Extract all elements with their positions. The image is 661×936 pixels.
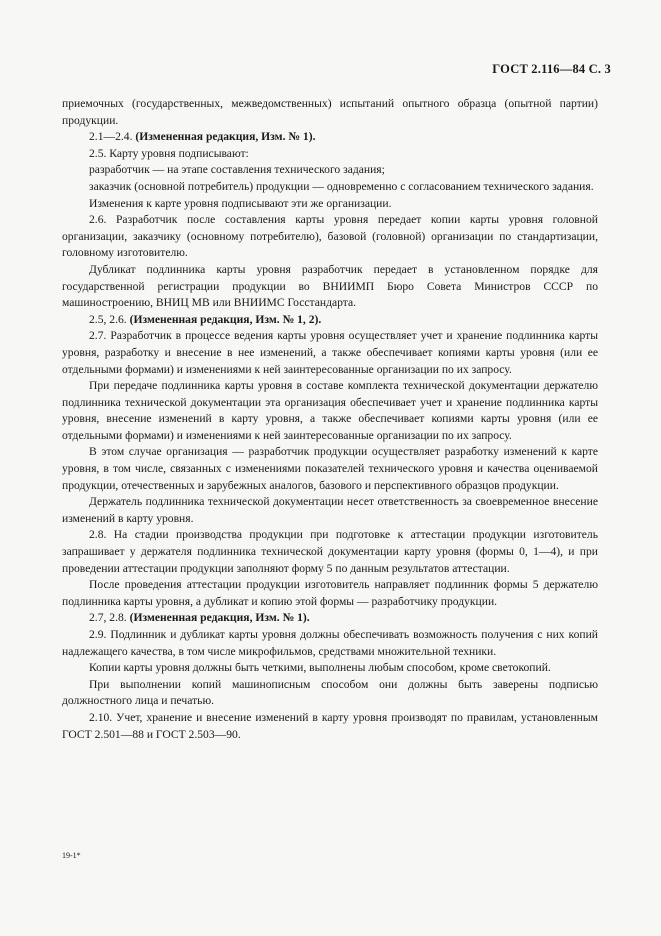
paragraph — [62, 129, 598, 146]
paragraph-text: 2.8. На стадии производства продукции при подготовке к аттестации продукции изготовитель запрашивает у держателя подлинника технической документации карту уровня (формы 0, 1—4), и при проведении аттестации продукции заполняют форму 5 по данным результатов аттестации. — [62, 528, 598, 575]
paragraph-text: Копии карты уровня должны быть четкими, выполнены любым способом, кроме светокопий. — [89, 661, 551, 675]
paragraph-text: 2.1—2.4. — [89, 130, 136, 144]
paragraph — [62, 196, 598, 213]
paragraph-text: Изменения к карте уровня подписывают эти же организации. — [89, 196, 392, 210]
page-header: ГОСТ 2.116—84 С. 3 — [492, 62, 611, 76]
paragraph-text: 2.5, 2.6. — [89, 312, 130, 326]
paragraph-text: 2.7, 2.8. — [89, 611, 130, 625]
paragraph — [62, 660, 598, 677]
paragraph — [62, 162, 598, 179]
document-body — [62, 96, 598, 743]
paragraph-text: 2.6. Разработчик после составления карты уровня передает копии карты уровня головной организации, заказчику (основному потребителю), базовой (головной) организации по стандартизации, головному изготовителю. — [62, 213, 598, 260]
paragraph — [62, 328, 598, 378]
paragraph — [62, 677, 598, 710]
paragraph — [62, 312, 598, 329]
paragraph — [62, 262, 598, 312]
paragraph — [62, 627, 598, 660]
paragraph-text: При выполнении копий машинописным способом они должны быть заверены подписью должностного лица и печатью. — [62, 677, 598, 708]
revision-note: (Измененная редакция, Изм. № 1). — [129, 611, 310, 625]
paragraph-text: 2.7. Разработчик в процессе ведения карты уровня осуществляет учет и хранение подлинника карты уровня, разработку и внесение в нее изменений, а также обеспечивает копиями карты уровня (или ее отдельными формами) и изменениями к ней заинтересованные организации по их запросу. — [62, 329, 598, 376]
signature-mark: 19-1* — [62, 851, 81, 860]
paragraph — [62, 212, 598, 262]
paragraph-text: разработчик — на этапе составления технического задания; — [89, 163, 385, 177]
paragraph-text: 2.5. Карту уровня подписывают: — [89, 146, 249, 160]
paragraph-text: При передаче подлинника карты уровня в составе комплекта технической документации держателю подлинника технической документации эта организация обеспечивает учет и хранение подлинника карты уровня, внесение изменений в карту уровня, а также обеспечивает копиями карты уровня (или ее отдельными формами) и изменениями к ней заинтересованные организации по их запросу. — [62, 379, 598, 442]
paragraph — [62, 96, 598, 129]
paragraph-text: Дубликат подлинника карты уровня разработчик передает в установленном порядке для государственной регистрации продукции во ВНИИМП Бюро Совета Министров СССР по машиностроению, ВНИЦ МВ или ВНИИМС Госстандарта. — [62, 262, 598, 310]
paragraph-text: Держатель подлинника технической документации несет ответственность за своевременное внесение изменений в карту уровня. — [62, 495, 598, 525]
paragraph-text: 2.10. Учет, хранение и внесение изменений в карту уровня производят по правилам, установленным ГОСТ 2.501—88 и ГОСТ 2.503—90. — [62, 710, 598, 741]
paragraph — [62, 179, 598, 196]
paragraph — [62, 710, 598, 743]
paragraph — [62, 378, 598, 444]
paragraph — [62, 610, 598, 627]
paragraph-text: После проведения аттестации продукции изготовитель направляет подлинник формы 5 держателю подлинника карты уровня, а дубликат и копию этой формы — разработчику продукции. — [62, 578, 598, 608]
revision-note: (Измененная редакция, Изм. № 1, 2). — [129, 312, 322, 326]
paragraph — [62, 146, 598, 163]
paragraph — [62, 577, 598, 610]
paragraph-text: приемочных (государственных, межведомственных) испытаний опытного образца (опытной партии) продукции. — [62, 97, 598, 127]
paragraph — [62, 494, 598, 527]
revision-note: (Измененная редакция, Изм. № 1). — [135, 130, 316, 144]
paragraph-text: В этом случае организация — разработчик продукции осуществляет разработку изменений к карте уровня, в том числе, связанных с изменениями показателей технического уровня и качества оцениваемой продукции, отечественных и зарубежных аналогов, базового и перспективного образцов продукции. — [62, 445, 598, 492]
paragraph — [62, 527, 598, 577]
paragraph — [62, 444, 598, 494]
paragraph-text: 2.9. Подлинник и дубликат карты уровня должны обеспечивать возможность получения с них копий надлежащего качества, в том числе микрофильмов, средствами множительной техники. — [62, 628, 598, 658]
paragraph-text: заказчик (основной потребитель) продукции — одновременно с согласованием технического задания. — [89, 179, 594, 193]
